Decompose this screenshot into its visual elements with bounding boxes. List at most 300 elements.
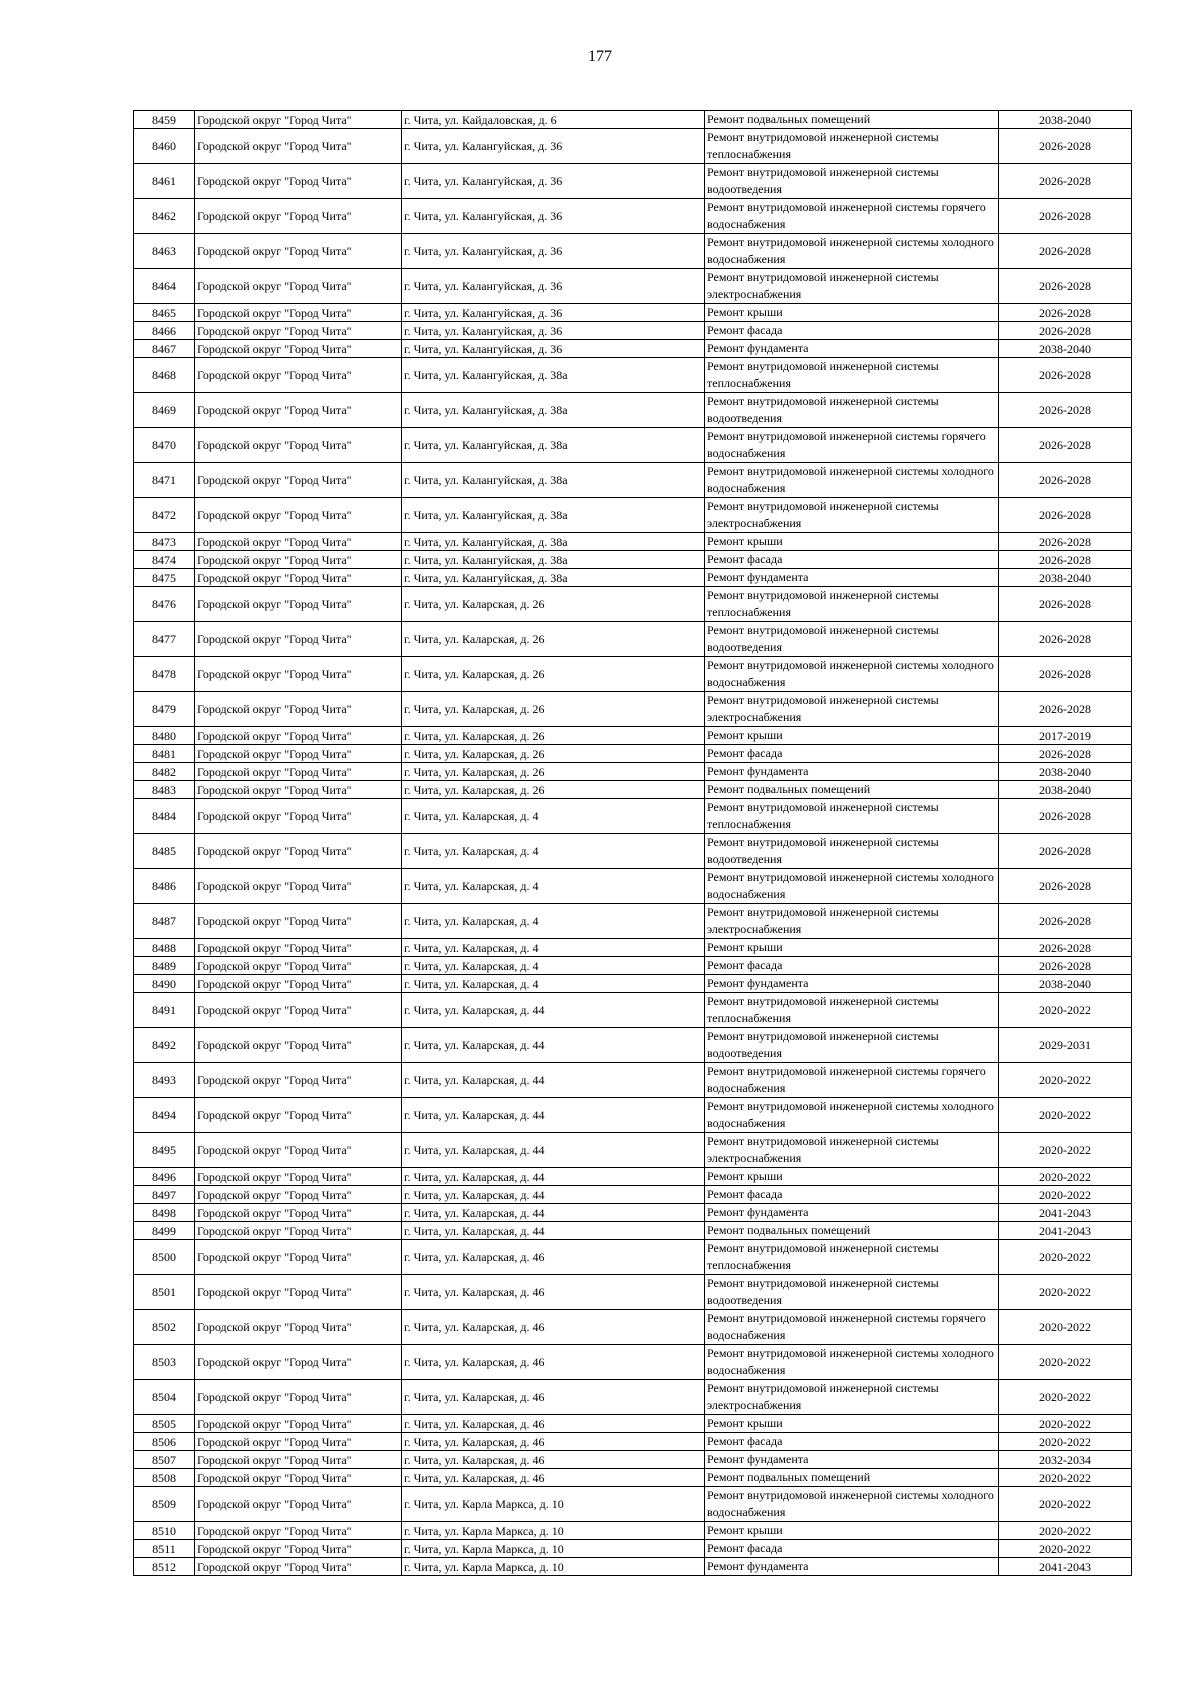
row-number-cell: 8461	[134, 164, 195, 199]
row-number-cell: 8468	[134, 358, 195, 393]
address-cell: г. Чита, ул. Каларская, д. 44	[402, 1028, 705, 1063]
table-row	[134, 463, 1132, 498]
municipality-cell: Городской округ "Город Чита"	[195, 1204, 402, 1222]
period-cell: 2020-2022	[999, 1380, 1132, 1415]
row-number-cell: 8465	[134, 304, 195, 322]
work-type-cell: Ремонт внутридомовой инженерной системы холодного водоснабжения	[705, 1345, 999, 1380]
address-cell: г. Чита, ул. Каларская, д. 26	[402, 622, 705, 657]
municipality-cell: Городской округ "Город Чита"	[195, 1469, 402, 1487]
table-row	[134, 1310, 1132, 1345]
municipality-cell: Городской округ "Город Чита"	[195, 1063, 402, 1098]
row-number-cell: 8467	[134, 340, 195, 358]
period-cell: 2020-2022	[999, 1133, 1132, 1168]
address-cell: г. Чита, ул. Каларская, д. 4	[402, 799, 705, 834]
address-cell: г. Чита, ул. Калангуйская, д. 38а	[402, 569, 705, 587]
municipality-cell: Городской округ "Город Чита"	[195, 1133, 402, 1168]
work-type-cell: Ремонт фундамента	[705, 1451, 999, 1469]
row-number-cell: 8459	[134, 111, 195, 129]
address-cell: г. Чита, ул. Каларская, д. 44	[402, 1204, 705, 1222]
municipality-cell: Городской округ "Город Чита"	[195, 551, 402, 569]
work-type-cell: Ремонт крыши	[705, 727, 999, 745]
work-type-cell: Ремонт внутридомовой инженерной системы холодного водоснабжения	[705, 463, 999, 498]
address-cell: г. Чита, ул. Калангуйская, д. 36	[402, 129, 705, 164]
table-row	[134, 199, 1132, 234]
work-type-cell: Ремонт фасада	[705, 1433, 999, 1451]
municipality-cell: Городской округ "Город Чита"	[195, 393, 402, 428]
municipality-cell: Городской округ "Город Чита"	[195, 463, 402, 498]
municipality-cell: Городской округ "Город Чита"	[195, 1310, 402, 1345]
address-cell: г. Чита, ул. Карла Маркса, д. 10	[402, 1540, 705, 1558]
period-cell: 2020-2022	[999, 1186, 1132, 1204]
row-number-cell: 8474	[134, 551, 195, 569]
address-cell: г. Чита, ул. Каларская, д. 46	[402, 1451, 705, 1469]
work-type-cell: Ремонт подвальных помещений	[705, 1222, 999, 1240]
row-number-cell: 8499	[134, 1222, 195, 1240]
municipality-cell: Городской округ "Город Чита"	[195, 1380, 402, 1415]
table-row	[134, 393, 1132, 428]
address-cell: г. Чита, ул. Калангуйская, д. 36	[402, 304, 705, 322]
table-row	[134, 304, 1132, 322]
address-cell: г. Чита, ул. Калангуйская, д. 36	[402, 234, 705, 269]
period-cell: 2026-2028	[999, 129, 1132, 164]
row-number-cell: 8501	[134, 1275, 195, 1310]
period-cell: 2026-2028	[999, 939, 1132, 957]
municipality-cell: Городской округ "Город Чита"	[195, 533, 402, 551]
address-cell: г. Чита, ул. Калангуйская, д. 36	[402, 269, 705, 304]
row-number-cell: 8511	[134, 1540, 195, 1558]
row-number-cell: 8491	[134, 993, 195, 1028]
work-type-cell: Ремонт фасада	[705, 745, 999, 763]
table-row	[134, 869, 1132, 904]
table-row	[134, 1028, 1132, 1063]
period-cell: 2026-2028	[999, 657, 1132, 692]
row-number-cell: 8500	[134, 1240, 195, 1275]
work-type-cell: Ремонт внутридомовой инженерной системы теплоснабжения	[705, 1240, 999, 1275]
work-type-cell: Ремонт фасада	[705, 551, 999, 569]
row-number-cell: 8475	[134, 569, 195, 587]
address-cell: г. Чита, ул. Кайдаловская, д. 6	[402, 111, 705, 129]
work-type-cell: Ремонт подвальных помещений	[705, 781, 999, 799]
period-cell: 2020-2022	[999, 1487, 1132, 1522]
table-row	[134, 1222, 1132, 1240]
row-number-cell: 8487	[134, 904, 195, 939]
address-cell: г. Чита, ул. Калангуйская, д. 36	[402, 340, 705, 358]
work-type-cell: Ремонт внутридомовой инженерной системы холодного водоснабжения	[705, 1098, 999, 1133]
row-number-cell: 8473	[134, 533, 195, 551]
address-cell: г. Чита, ул. Каларская, д. 4	[402, 904, 705, 939]
table-row	[134, 1558, 1132, 1576]
period-cell: 2020-2022	[999, 1063, 1132, 1098]
work-type-cell: Ремонт крыши	[705, 304, 999, 322]
row-number-cell: 8505	[134, 1415, 195, 1433]
period-cell: 2020-2022	[999, 1098, 1132, 1133]
municipality-cell: Городской округ "Город Чита"	[195, 799, 402, 834]
table-row	[134, 657, 1132, 692]
period-cell: 2026-2028	[999, 304, 1132, 322]
municipality-cell: Городской округ "Город Чита"	[195, 1168, 402, 1186]
work-type-cell: Ремонт внутридомовой инженерной системы холодного водоснабжения	[705, 657, 999, 692]
municipality-cell: Городской округ "Город Чита"	[195, 781, 402, 799]
municipality-cell: Городской округ "Город Чита"	[195, 622, 402, 657]
table-row	[134, 234, 1132, 269]
municipality-cell: Городской округ "Город Чита"	[195, 428, 402, 463]
row-number-cell: 8479	[134, 692, 195, 727]
period-cell: 2038-2040	[999, 975, 1132, 993]
work-type-cell: Ремонт фундамента	[705, 340, 999, 358]
work-type-cell: Ремонт крыши	[705, 1415, 999, 1433]
work-type-cell: Ремонт внутридомовой инженерной системы водоотведения	[705, 834, 999, 869]
municipality-cell: Городской округ "Город Чита"	[195, 1186, 402, 1204]
work-type-cell: Ремонт внутридомовой инженерной системы холодного водоснабжения	[705, 234, 999, 269]
row-number-cell: 8464	[134, 269, 195, 304]
row-number-cell: 8471	[134, 463, 195, 498]
table-row	[134, 799, 1132, 834]
period-cell: 2026-2028	[999, 428, 1132, 463]
table-row	[134, 1275, 1132, 1310]
work-type-cell: Ремонт внутридомовой инженерной системы электроснабжения	[705, 1380, 999, 1415]
period-cell: 2026-2028	[999, 799, 1132, 834]
period-cell: 2020-2022	[999, 1469, 1132, 1487]
work-type-cell: Ремонт внутридомовой инженерной системы горячего водоснабжения	[705, 1310, 999, 1345]
address-cell: г. Чита, ул. Каларская, д. 26	[402, 745, 705, 763]
period-cell: 2020-2022	[999, 1168, 1132, 1186]
address-cell: г. Чита, ул. Каларская, д. 46	[402, 1275, 705, 1310]
work-type-cell: Ремонт внутридомовой инженерной системы холодного водоснабжения	[705, 1487, 999, 1522]
period-cell: 2026-2028	[999, 199, 1132, 234]
period-cell: 2038-2040	[999, 763, 1132, 781]
work-type-cell: Ремонт внутридомовой инженерной системы горячего водоснабжения	[705, 199, 999, 234]
period-cell: 2026-2028	[999, 234, 1132, 269]
row-number-cell: 8504	[134, 1380, 195, 1415]
page-number: 177	[588, 48, 612, 65]
municipality-cell: Городской округ "Город Чита"	[195, 1522, 402, 1540]
work-type-cell: Ремонт внутридомовой инженерной системы теплоснабжения	[705, 993, 999, 1028]
municipality-cell: Городской округ "Город Чита"	[195, 129, 402, 164]
table-row	[134, 727, 1132, 745]
row-number-cell: 8469	[134, 393, 195, 428]
period-cell: 2026-2028	[999, 533, 1132, 551]
row-number-cell: 8489	[134, 957, 195, 975]
work-type-cell: Ремонт фундамента	[705, 1204, 999, 1222]
table-row	[134, 164, 1132, 199]
table-row	[134, 692, 1132, 727]
address-cell: г. Чита, ул. Карла Маркса, д. 10	[402, 1522, 705, 1540]
row-number-cell: 8503	[134, 1345, 195, 1380]
municipality-cell: Городской округ "Город Чита"	[195, 1433, 402, 1451]
work-type-cell: Ремонт внутридомовой инженерной системы электроснабжения	[705, 904, 999, 939]
work-type-cell: Ремонт фундамента	[705, 975, 999, 993]
row-number-cell: 8477	[134, 622, 195, 657]
row-number-cell: 8485	[134, 834, 195, 869]
row-number-cell: 8508	[134, 1469, 195, 1487]
work-type-cell: Ремонт фасада	[705, 322, 999, 340]
row-number-cell: 8507	[134, 1451, 195, 1469]
table-row	[134, 1451, 1132, 1469]
row-number-cell: 8494	[134, 1098, 195, 1133]
table-row	[134, 1063, 1132, 1098]
address-cell: г. Чита, ул. Каларская, д. 4	[402, 834, 705, 869]
table-row	[134, 1522, 1132, 1540]
address-cell: г. Чита, ул. Калангуйская, д. 38а	[402, 498, 705, 533]
address-cell: г. Чита, ул. Каларская, д. 4	[402, 975, 705, 993]
table-row	[134, 269, 1132, 304]
period-cell: 2038-2040	[999, 111, 1132, 129]
work-type-cell: Ремонт фундамента	[705, 569, 999, 587]
row-number-cell: 8502	[134, 1310, 195, 1345]
address-cell: г. Чита, ул. Калангуйская, д. 36	[402, 164, 705, 199]
period-cell: 2020-2022	[999, 1275, 1132, 1310]
address-cell: г. Чита, ул. Каларская, д. 46	[402, 1469, 705, 1487]
table-row	[134, 1487, 1132, 1522]
period-cell: 2020-2022	[999, 1310, 1132, 1345]
address-cell: г. Чита, ул. Калангуйская, д. 38а	[402, 533, 705, 551]
period-cell: 2020-2022	[999, 1415, 1132, 1433]
address-cell: г. Чита, ул. Каларская, д. 46	[402, 1433, 705, 1451]
address-cell: г. Чита, ул. Калангуйская, д. 38а	[402, 428, 705, 463]
municipality-cell: Городской округ "Город Чита"	[195, 587, 402, 622]
table-row	[134, 1433, 1132, 1451]
table-row	[134, 129, 1132, 164]
address-cell: г. Чита, ул. Калангуйская, д. 38а	[402, 393, 705, 428]
address-cell: г. Чита, ул. Каларская, д. 26	[402, 763, 705, 781]
row-number-cell: 8466	[134, 322, 195, 340]
row-number-cell: 8460	[134, 129, 195, 164]
table-row	[134, 587, 1132, 622]
work-type-cell: Ремонт крыши	[705, 1168, 999, 1186]
address-cell: г. Чита, ул. Каларская, д. 44	[402, 1222, 705, 1240]
work-type-cell: Ремонт внутридомовой инженерной системы теплоснабжения	[705, 358, 999, 393]
table-row	[134, 358, 1132, 393]
row-number-cell: 8483	[134, 781, 195, 799]
municipality-cell: Городской округ "Город Чита"	[195, 1275, 402, 1310]
row-number-cell: 8481	[134, 745, 195, 763]
period-cell: 2026-2028	[999, 834, 1132, 869]
table-row	[134, 975, 1132, 993]
address-cell: г. Чита, ул. Карла Маркса, д. 10	[402, 1487, 705, 1522]
address-cell: г. Чита, ул. Каларская, д. 26	[402, 692, 705, 727]
municipality-cell: Городской округ "Город Чита"	[195, 111, 402, 129]
municipality-cell: Городской округ "Город Чита"	[195, 1240, 402, 1275]
municipality-cell: Городской округ "Город Чита"	[195, 1222, 402, 1240]
period-cell: 2026-2028	[999, 622, 1132, 657]
work-type-cell: Ремонт внутридомовой инженерной системы электроснабжения	[705, 498, 999, 533]
work-type-cell: Ремонт внутридомовой инженерной системы горячего водоснабжения	[705, 428, 999, 463]
table-row	[134, 551, 1132, 569]
period-cell: 2017-2019	[999, 727, 1132, 745]
row-number-cell: 8497	[134, 1186, 195, 1204]
period-cell: 2020-2022	[999, 1345, 1132, 1380]
table-row	[134, 834, 1132, 869]
period-cell: 2026-2028	[999, 869, 1132, 904]
period-cell: 2026-2028	[999, 358, 1132, 393]
municipality-cell: Городской округ "Город Чита"	[195, 304, 402, 322]
period-cell: 2020-2022	[999, 1540, 1132, 1558]
repair-schedule-table	[133, 110, 1132, 1576]
table-row	[134, 111, 1132, 129]
period-cell: 2020-2022	[999, 993, 1132, 1028]
period-cell: 2020-2022	[999, 1433, 1132, 1451]
work-type-cell: Ремонт внутридомовой инженерной системы электроснабжения	[705, 692, 999, 727]
municipality-cell: Городской округ "Город Чита"	[195, 957, 402, 975]
row-number-cell: 8498	[134, 1204, 195, 1222]
municipality-cell: Городской округ "Город Чита"	[195, 834, 402, 869]
period-cell: 2020-2022	[999, 1522, 1132, 1540]
municipality-cell: Городской округ "Город Чита"	[195, 1451, 402, 1469]
row-number-cell: 8492	[134, 1028, 195, 1063]
period-cell: 2026-2028	[999, 269, 1132, 304]
municipality-cell: Городской округ "Город Чита"	[195, 727, 402, 745]
table-row	[134, 1345, 1132, 1380]
table-row	[134, 781, 1132, 799]
work-type-cell: Ремонт фасада	[705, 957, 999, 975]
work-type-cell: Ремонт внутридомовой инженерной системы теплоснабжения	[705, 587, 999, 622]
table-row	[134, 498, 1132, 533]
period-cell: 2038-2040	[999, 569, 1132, 587]
row-number-cell: 8482	[134, 763, 195, 781]
address-cell: г. Чита, ул. Каларская, д. 44	[402, 993, 705, 1028]
municipality-cell: Городской округ "Город Чита"	[195, 993, 402, 1028]
municipality-cell: Городской округ "Город Чита"	[195, 199, 402, 234]
table-row	[134, 622, 1132, 657]
work-type-cell: Ремонт крыши	[705, 1522, 999, 1540]
period-cell: 2032-2034	[999, 1451, 1132, 1469]
municipality-cell: Городской округ "Город Чита"	[195, 1415, 402, 1433]
period-cell: 2029-2031	[999, 1028, 1132, 1063]
row-number-cell: 8495	[134, 1133, 195, 1168]
municipality-cell: Городской округ "Город Чита"	[195, 763, 402, 781]
table-row	[134, 340, 1132, 358]
address-cell: г. Чита, ул. Калангуйская, д. 36	[402, 199, 705, 234]
work-type-cell: Ремонт внутридомовой инженерной системы электроснабжения	[705, 269, 999, 304]
municipality-cell: Городской округ "Город Чита"	[195, 164, 402, 199]
municipality-cell: Городской округ "Город Чита"	[195, 657, 402, 692]
address-cell: г. Чита, ул. Каларская, д. 44	[402, 1186, 705, 1204]
address-cell: г. Чита, ул. Каларская, д. 46	[402, 1415, 705, 1433]
table-row	[134, 1469, 1132, 1487]
row-number-cell: 8472	[134, 498, 195, 533]
address-cell: г. Чита, ул. Каларская, д. 44	[402, 1098, 705, 1133]
table-row	[134, 904, 1132, 939]
table-row	[134, 939, 1132, 957]
work-type-cell: Ремонт внутридомовой инженерной системы горячего водоснабжения	[705, 1063, 999, 1098]
address-cell: г. Чита, ул. Каларская, д. 46	[402, 1380, 705, 1415]
address-cell: г. Чита, ул. Калангуйская, д. 36	[402, 322, 705, 340]
table-row	[134, 993, 1132, 1028]
row-number-cell: 8512	[134, 1558, 195, 1576]
municipality-cell: Городской округ "Город Чита"	[195, 1345, 402, 1380]
table-row	[134, 957, 1132, 975]
address-cell: г. Чита, ул. Карла Маркса, д. 10	[402, 1558, 705, 1576]
period-cell: 2041-2043	[999, 1558, 1132, 1576]
table-row	[134, 533, 1132, 551]
address-cell: г. Чита, ул. Каларская, д. 44	[402, 1133, 705, 1168]
row-number-cell: 8510	[134, 1522, 195, 1540]
work-type-cell: Ремонт внутридомовой инженерной системы водоотведения	[705, 1275, 999, 1310]
table-row	[134, 1415, 1132, 1433]
table-row	[134, 428, 1132, 463]
work-type-cell: Ремонт внутридомовой инженерной системы водоотведения	[705, 164, 999, 199]
municipality-cell: Городской округ "Город Чита"	[195, 498, 402, 533]
period-cell: 2038-2040	[999, 340, 1132, 358]
row-number-cell: 8484	[134, 799, 195, 834]
municipality-cell: Городской округ "Город Чита"	[195, 745, 402, 763]
row-number-cell: 8463	[134, 234, 195, 269]
address-cell: г. Чита, ул. Калангуйская, д. 38а	[402, 463, 705, 498]
municipality-cell: Городской округ "Город Чита"	[195, 975, 402, 993]
table-row	[134, 763, 1132, 781]
row-number-cell: 8496	[134, 1168, 195, 1186]
work-type-cell: Ремонт внутридомовой инженерной системы водоотведения	[705, 622, 999, 657]
municipality-cell: Городской округ "Город Чита"	[195, 340, 402, 358]
table-row	[134, 1240, 1132, 1275]
row-number-cell: 8462	[134, 199, 195, 234]
address-cell: г. Чита, ул. Каларская, д. 26	[402, 587, 705, 622]
address-cell: г. Чита, ул. Каларская, д. 44	[402, 1063, 705, 1098]
period-cell: 2026-2028	[999, 463, 1132, 498]
address-cell: г. Чита, ул. Каларская, д. 26	[402, 657, 705, 692]
address-cell: г. Чита, ул. Каларская, д. 4	[402, 957, 705, 975]
address-cell: г. Чита, ул. Каларская, д. 26	[402, 727, 705, 745]
address-cell: г. Чита, ул. Каларская, д. 46	[402, 1310, 705, 1345]
period-cell: 2026-2028	[999, 551, 1132, 569]
period-cell: 2041-2043	[999, 1222, 1132, 1240]
table-row	[134, 1168, 1132, 1186]
municipality-cell: Городской округ "Город Чита"	[195, 1098, 402, 1133]
work-type-cell: Ремонт фундамента	[705, 763, 999, 781]
table-row	[134, 1204, 1132, 1222]
work-type-cell: Ремонт внутридомовой инженерной системы электроснабжения	[705, 1133, 999, 1168]
table-row	[134, 1133, 1132, 1168]
row-number-cell: 8486	[134, 869, 195, 904]
table-row	[134, 322, 1132, 340]
work-type-cell: Ремонт крыши	[705, 533, 999, 551]
address-cell: г. Чита, ул. Калангуйская, д. 38а	[402, 358, 705, 393]
municipality-cell: Городской округ "Город Чита"	[195, 569, 402, 587]
municipality-cell: Городской округ "Город Чита"	[195, 358, 402, 393]
period-cell: 2026-2028	[999, 957, 1132, 975]
row-number-cell: 8488	[134, 939, 195, 957]
address-cell: г. Чита, ул. Каларская, д. 4	[402, 939, 705, 957]
municipality-cell: Городской округ "Город Чита"	[195, 869, 402, 904]
municipality-cell: Городской округ "Город Чита"	[195, 904, 402, 939]
work-type-cell: Ремонт внутридомовой инженерной системы холодного водоснабжения	[705, 869, 999, 904]
address-cell: г. Чита, ул. Каларская, д. 4	[402, 869, 705, 904]
work-type-cell: Ремонт подвальных помещений	[705, 1469, 999, 1487]
table-row	[134, 745, 1132, 763]
period-cell: 2026-2028	[999, 587, 1132, 622]
work-type-cell: Ремонт фундамента	[705, 1558, 999, 1576]
work-type-cell: Ремонт внутридомовой инженерной системы теплоснабжения	[705, 799, 999, 834]
address-cell: г. Чита, ул. Каларская, д. 26	[402, 781, 705, 799]
table-row	[134, 1098, 1132, 1133]
table-body	[134, 111, 1132, 1576]
municipality-cell: Городской округ "Город Чита"	[195, 1028, 402, 1063]
row-number-cell: 8476	[134, 587, 195, 622]
work-type-cell: Ремонт внутридомовой инженерной системы водоотведения	[705, 393, 999, 428]
row-number-cell: 8470	[134, 428, 195, 463]
table-row	[134, 1380, 1132, 1415]
table-row	[134, 1186, 1132, 1204]
period-cell: 2026-2028	[999, 322, 1132, 340]
period-cell: 2026-2028	[999, 393, 1132, 428]
period-cell: 2026-2028	[999, 904, 1132, 939]
municipality-cell: Городской округ "Город Чита"	[195, 939, 402, 957]
municipality-cell: Городской округ "Город Чита"	[195, 1558, 402, 1576]
period-cell: 2041-2043	[999, 1204, 1132, 1222]
municipality-cell: Городской округ "Город Чита"	[195, 1540, 402, 1558]
row-number-cell: 8509	[134, 1487, 195, 1522]
address-cell: г. Чита, ул. Каларская, д. 44	[402, 1168, 705, 1186]
